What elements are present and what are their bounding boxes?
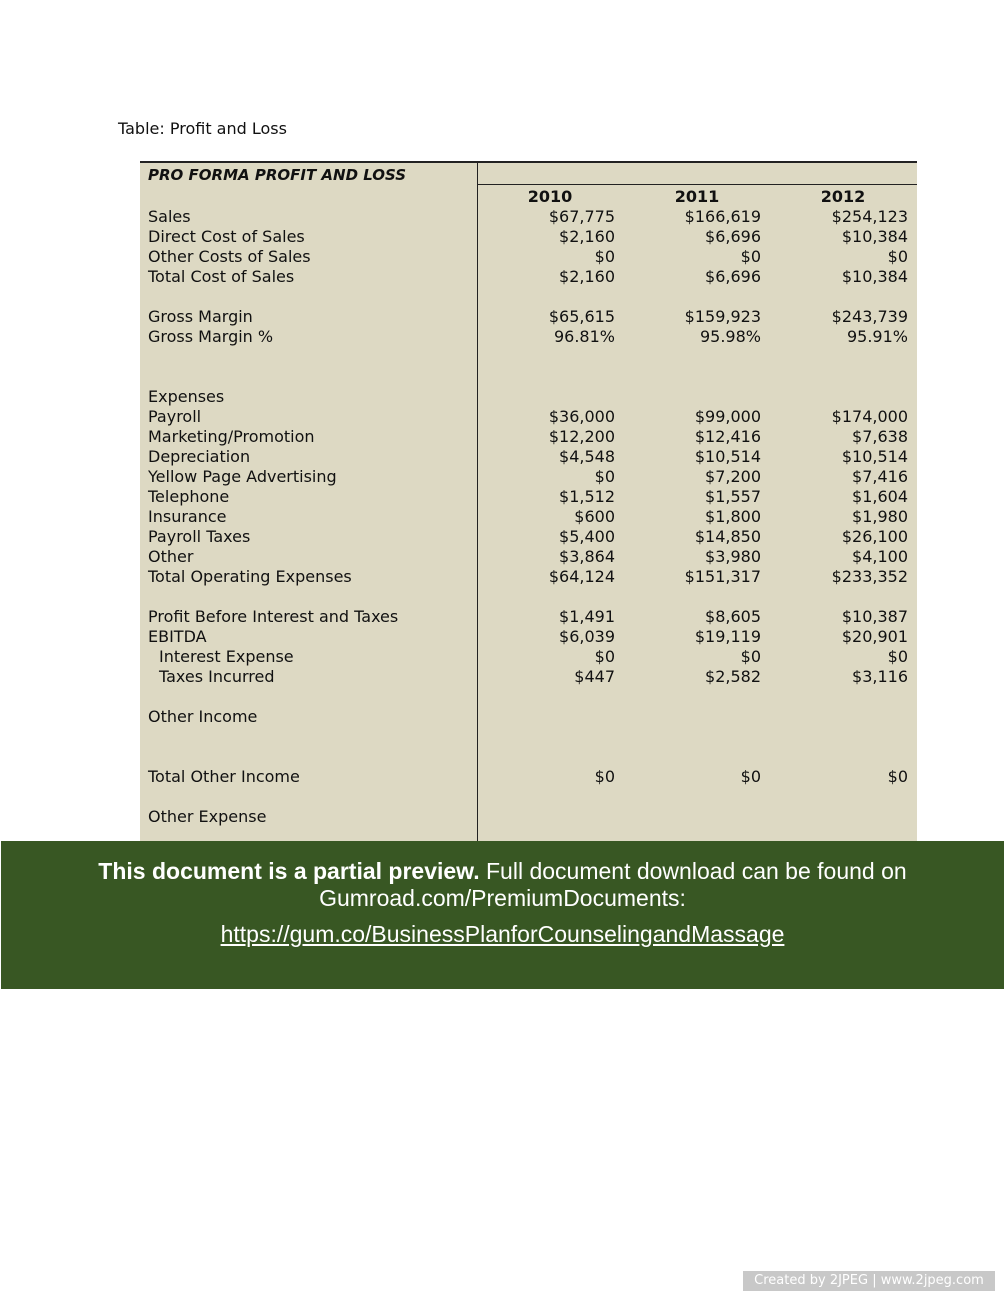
row-value-2011: $8,605 — [705, 607, 761, 626]
row-value-2012: $26,100 — [841, 527, 908, 546]
row-value-2010: $65,615 — [548, 307, 615, 326]
row-value-2011: $19,119 — [694, 627, 761, 646]
table-row — [140, 267, 917, 287]
row-label: Total Other Income — [148, 767, 300, 786]
row-value-2011: $0 — [740, 247, 761, 266]
row-value-2012: $1,980 — [852, 507, 908, 526]
row-label: Insurance — [148, 507, 227, 526]
table-row — [140, 587, 917, 607]
row-label: Gross Margin — [148, 307, 253, 326]
banner-text-2: Gumroad.com/PremiumDocuments: — [319, 885, 686, 911]
row-value-2011: $1,557 — [705, 487, 761, 506]
row-label: Marketing/Promotion — [148, 427, 315, 446]
row-value-2012: $20,901 — [841, 627, 908, 646]
row-value-2010: $600 — [574, 507, 615, 526]
row-label: Other Costs of Sales — [148, 247, 311, 266]
table-row — [140, 807, 917, 827]
table-row — [140, 747, 917, 767]
row-value-2012: $243,739 — [831, 307, 908, 326]
row-label: Payroll — [148, 407, 202, 426]
watermark: Created by 2JPEG | www.2jpeg.com — [743, 1271, 995, 1291]
row-value-2010: $1,491 — [559, 607, 615, 626]
row-value-2010: $36,000 — [548, 407, 615, 426]
table-row — [140, 447, 917, 467]
row-value-2010: $447 — [574, 667, 615, 686]
row-value-2010: $12,200 — [548, 427, 615, 446]
row-value-2010: $2,160 — [559, 227, 615, 246]
row-label: Profit Before Interest and Taxes — [148, 607, 399, 626]
row-value-2012: $0 — [887, 247, 908, 266]
banner-message — [1, 858, 1004, 912]
row-label: Taxes Incurred — [159, 667, 275, 686]
row-value-2011: $151,317 — [684, 567, 761, 586]
row-value-2011: $1,800 — [705, 507, 761, 526]
table-row — [140, 567, 917, 587]
table-row — [140, 347, 917, 367]
row-value-2012: $174,000 — [831, 407, 908, 426]
row-value-2010: $0 — [594, 767, 615, 786]
row-value-2011: $3,980 — [705, 547, 761, 566]
row-value-2010: $6,039 — [559, 627, 615, 646]
table-row — [140, 667, 917, 687]
year-header: 2010 — [527, 187, 573, 206]
table-row — [140, 247, 917, 267]
preview-banner — [1, 841, 1004, 989]
row-value-2011: $7,200 — [705, 467, 761, 486]
row-value-2011: $0 — [740, 767, 761, 786]
row-label: Payroll Taxes — [148, 527, 251, 546]
row-value-2012: $4,100 — [852, 547, 908, 566]
row-value-2012: $254,123 — [831, 207, 908, 226]
table-title: PRO FORMA PROFIT AND LOSS — [148, 166, 407, 184]
row-value-2010: $67,775 — [548, 207, 615, 226]
row-value-2011: $99,000 — [694, 407, 761, 426]
row-value-2011: $166,619 — [684, 207, 761, 226]
profit-loss-table — [140, 161, 917, 843]
table-row — [140, 767, 917, 787]
table-row — [140, 707, 917, 727]
banner-bold-text: This document is a partial preview. — [98, 858, 480, 884]
table-body — [140, 207, 917, 827]
row-value-2012: $10,514 — [841, 447, 908, 466]
row-label: Gross Margin % — [148, 327, 274, 346]
row-value-2011: $10,514 — [694, 447, 761, 466]
table-row — [140, 787, 917, 807]
header-divider — [478, 184, 917, 185]
row-label: Direct Cost of Sales — [148, 227, 305, 246]
row-label: Interest Expense — [159, 647, 294, 666]
row-value-2010: $2,160 — [559, 267, 615, 286]
table-row — [140, 207, 917, 227]
row-value-2010: $0 — [594, 247, 615, 266]
row-label: Expenses — [148, 387, 225, 406]
table-row — [140, 407, 917, 427]
row-value-2012: $7,638 — [852, 427, 908, 446]
row-value-2010: $0 — [594, 467, 615, 486]
table-row — [140, 327, 917, 347]
row-value-2012: $10,387 — [841, 607, 908, 626]
table-row — [140, 487, 917, 507]
row-value-2011: $159,923 — [684, 307, 761, 326]
row-value-2012: $1,604 — [852, 487, 908, 506]
table-row — [140, 547, 917, 567]
row-value-2010: $1,512 — [559, 487, 615, 506]
row-value-2012: 95.91% — [846, 327, 908, 346]
row-label: Telephone — [148, 487, 230, 506]
row-value-2010: $0 — [594, 647, 615, 666]
table-row — [140, 427, 917, 447]
row-label: EBITDA — [148, 627, 207, 646]
table-row — [140, 607, 917, 627]
table-row — [140, 387, 917, 407]
table-row — [140, 227, 917, 247]
row-value-2012: $10,384 — [841, 227, 908, 246]
row-value-2010: $5,400 — [559, 527, 615, 546]
row-value-2012: $10,384 — [841, 267, 908, 286]
table-row — [140, 527, 917, 547]
download-link[interactable]: https://gum.co/BusinessPlanforCounselingandMassage — [220, 921, 785, 947]
table-row — [140, 727, 917, 747]
row-value-2011: $2,582 — [705, 667, 761, 686]
row-value-2011: $12,416 — [694, 427, 761, 446]
row-label: Depreciation — [148, 447, 251, 466]
banner-text: Full document download can be found on — [479, 858, 907, 884]
table-row — [140, 627, 917, 647]
row-value-2010: $3,864 — [559, 547, 615, 566]
row-value-2011: $0 — [740, 647, 761, 666]
row-label: Sales — [148, 207, 191, 226]
table-caption: Table: Profit and Loss — [118, 119, 287, 138]
table-row — [140, 307, 917, 327]
row-value-2012: $0 — [887, 647, 908, 666]
row-value-2010: $64,124 — [548, 567, 615, 586]
row-value-2010: 96.81% — [553, 327, 615, 346]
row-label: Yellow Page Advertising — [148, 467, 337, 486]
row-label: Other Income — [148, 707, 258, 726]
row-value-2012: $0 — [887, 767, 908, 786]
table-row — [140, 467, 917, 487]
year-header: 2012 — [820, 187, 866, 206]
row-value-2012: $3,116 — [852, 667, 908, 686]
table-row — [140, 507, 917, 527]
row-value-2010: $4,548 — [559, 447, 615, 466]
row-label: Other — [148, 547, 194, 566]
table-row — [140, 687, 917, 707]
row-value-2011: $6,696 — [705, 267, 761, 286]
row-value-2011: $6,696 — [705, 227, 761, 246]
row-label: Other Expense — [148, 807, 267, 826]
row-value-2011: 95.98% — [699, 327, 761, 346]
row-value-2012: $233,352 — [831, 567, 908, 586]
row-value-2011: $14,850 — [694, 527, 761, 546]
row-label: Total Cost of Sales — [148, 267, 295, 286]
table-row — [140, 287, 917, 307]
row-value-2012: $7,416 — [852, 467, 908, 486]
table-row — [140, 647, 917, 667]
table-row — [140, 367, 917, 387]
year-header: 2011 — [674, 187, 720, 206]
row-label: Total Operating Expenses — [148, 567, 352, 586]
